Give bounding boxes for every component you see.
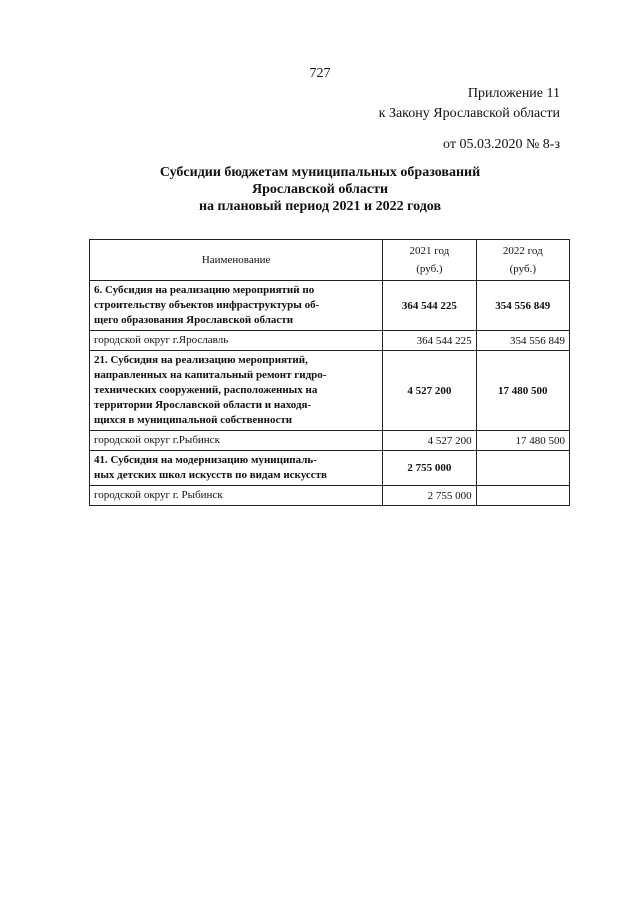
subsidies-table — [89, 239, 570, 506]
appendix-law-reference: к Закону Ярославской области — [378, 106, 560, 121]
cell-name-line: щихся в муниципальной собственности — [94, 414, 293, 426]
cell-name — [90, 451, 383, 486]
table-body — [90, 281, 570, 506]
table-header-row — [90, 240, 570, 281]
header-2022-year: 2022 год — [502, 245, 543, 257]
document-title — [0, 164, 640, 215]
cell-y2022 — [476, 486, 569, 506]
cell-y2021: 2 755 000 — [383, 486, 476, 506]
cell-name-line: щего образования Ярославской области — [94, 314, 294, 326]
cell-y2021: 2 755 000 — [383, 451, 476, 486]
cell-name — [90, 486, 383, 506]
header-2021-year: 2021 год — [409, 245, 450, 257]
table-row-recipient — [90, 431, 570, 451]
title-line-2: Ярославской области — [251, 182, 389, 197]
header-2022 — [476, 240, 569, 281]
cell-name — [90, 431, 383, 451]
title-line-3: на плановый период 2021 и 2022 годов — [198, 199, 442, 214]
cell-y2022: 17 480 500 — [476, 431, 569, 451]
cell-y2021: 364 544 225 — [383, 281, 476, 331]
cell-name-line: 41. Субсидия на модернизацию муниципаль- — [94, 454, 317, 466]
cell-y2022: 17 480 500 — [476, 351, 569, 431]
header-name: Наименование — [90, 240, 383, 281]
cell-name-line: строительству объектов инфраструктуры об- — [94, 299, 320, 311]
cell-name-line: 21. Субсидия на реализацию мероприятий, — [94, 354, 308, 366]
cell-name — [90, 331, 383, 351]
cell-y2022: 354 556 849 — [476, 281, 569, 331]
cell-y2021: 4 527 200 — [383, 351, 476, 431]
cell-y2021: 4 527 200 — [383, 431, 476, 451]
title-line-1: Субсидии бюджетам муниципальных образований — [159, 165, 481, 180]
cell-name-line: городской округ г.Ярославль — [94, 334, 229, 346]
cell-name-line: территории Ярославской области и находя- — [94, 399, 312, 411]
table-row-subsidy — [90, 281, 570, 331]
cell-name-line: технических сооружений, расположенных на — [94, 384, 318, 396]
table-row-subsidy — [90, 451, 570, 486]
header-2021 — [383, 240, 476, 281]
cell-name-line: городской округ г. Рыбинск — [94, 489, 223, 501]
table-row-recipient — [90, 486, 570, 506]
cell-name-line: направленных на капитальный ремонт гидро- — [94, 369, 327, 381]
cell-name-line: ных детских школ искусств по видам искусств — [94, 469, 327, 481]
cell-name — [90, 281, 383, 331]
table-row-recipient — [90, 331, 570, 351]
cell-y2022 — [476, 451, 569, 486]
appendix-label: Приложение 11 — [467, 86, 560, 101]
appendix-date: от 05.03.2020 № 8-з — [443, 137, 560, 152]
cell-name — [90, 351, 383, 431]
table-row-subsidy — [90, 351, 570, 431]
cell-name-line: городской округ г.Рыбинск — [94, 434, 220, 446]
header-2022-unit: (руб.) — [509, 263, 536, 275]
page-number: 727 — [309, 66, 331, 81]
header-2021-unit: (руб.) — [416, 263, 443, 275]
cell-name-line: 6. Субсидия на реализацию мероприятий по — [94, 284, 315, 296]
cell-y2022: 354 556 849 — [476, 331, 569, 351]
cell-y2021: 364 544 225 — [383, 331, 476, 351]
